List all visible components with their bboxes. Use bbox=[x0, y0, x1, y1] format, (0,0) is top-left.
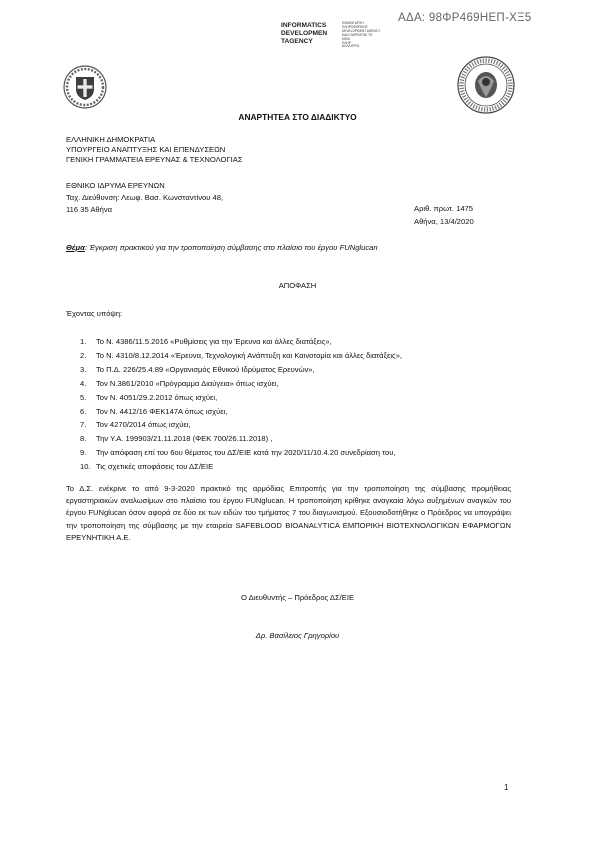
list-number: 4. bbox=[80, 378, 87, 388]
list-text: Τον 4270/2014 όπως ισχύει, bbox=[96, 420, 191, 430]
institution-address: Ταχ. Διεύθυνση: Λεωφ. Βασ. Κωνσταντίνου 48, bbox=[66, 193, 224, 202]
list-text: Το Ν. 4310/8.12.2014 «Έρευνα, Τεχνολογική Ανάπτυξη και Καινοτομία και άλλες διατάξεις», bbox=[96, 350, 403, 360]
list-item bbox=[80, 405, 402, 419]
list-item bbox=[80, 460, 402, 474]
list-item bbox=[80, 349, 402, 363]
agency-logo-subline: ΠΛΗΡ bbox=[342, 40, 351, 45]
agency-logo-subline: ΑΛΛΑ ΕΡΓΑ bbox=[342, 44, 360, 49]
ministry-line: ΥΠΟΥΡΓΕΙΟ ΑΝΑΠΤΥΞΗΣ ΚΑΙ ΕΠΕΝΔΥΣΕΩΝ bbox=[66, 145, 226, 154]
list-number: 5. bbox=[80, 392, 87, 402]
ada-code: ΑΔΑ: 98ΦΡ469ΗΕΠ-ΧΞ5 bbox=[398, 12, 532, 24]
agency-logo-subtext bbox=[342, 22, 392, 49]
list-number: 8. bbox=[80, 434, 87, 444]
subject-text: : Έγκριση πρακτικού για την τροποποίηση σύμβασης στο πλαίσιο του έργου FUNglucan bbox=[84, 243, 378, 252]
list-text: Τον Ν. 4051/29.2.2012 όπως ισχύει, bbox=[96, 392, 218, 402]
ministry-line: ΓΕΝΙΚΗ ΓΡΑΜΜΑΤΕΙΑ ΕΡΕΥΝΑΣ & ΤΕΧΝΟΛΟΓΙΑΣ bbox=[66, 155, 243, 164]
signer-title: Ο Διευθυντής – Πρόεδρος ΔΣ/ΕΙΕ bbox=[240, 593, 355, 602]
list-number: 1. bbox=[80, 337, 87, 346]
ministry-block bbox=[66, 135, 243, 165]
subject-line bbox=[66, 243, 378, 253]
considering-label: Έχοντας υπόψη: bbox=[66, 309, 123, 318]
greek-coat-of-arms-icon bbox=[63, 65, 107, 109]
agency-logo-subline: ΕΔΩ ΠΑΡΕΧΕΤΑΙ ΤΟ bbox=[342, 32, 373, 37]
agency-logo-text bbox=[281, 22, 341, 46]
agency-logo-subline: ΠΛΗΡΟΦΟΡΙΚΗΣ bbox=[342, 24, 368, 29]
page-number: 1 bbox=[504, 783, 509, 792]
list-number: 9. bbox=[80, 448, 87, 458]
list-item bbox=[80, 335, 402, 349]
agency-logo-subline: ΕΘΝΙΚΗ ΑΡΧΗ bbox=[342, 21, 364, 25]
header-title: ΑΝΑΡΤΗΤΕΑ ΣΤΟ ΔΙΑΔΙΚΤΥΟ bbox=[238, 112, 357, 122]
institution-city: 116 35 Αθήνα bbox=[66, 205, 113, 214]
agency-logo-subline: DEVELOPMENT AGENCY bbox=[342, 28, 381, 33]
list-text: Το Ν. 4386/11.5.2016 «Ρυθμίσεις για την Έρευνα και άλλες διατάξεις», bbox=[96, 337, 332, 346]
agency-logo-line: TAGENCY bbox=[281, 38, 313, 45]
institution-block bbox=[66, 180, 223, 216]
list-text: Τις σχετικές αποφάσεις του ΔΣ/ΕΙΕ bbox=[96, 462, 214, 472]
list-text: Την απόφαση επί του 6ου θέματος του ΔΣ/ΕΙΕ κατά την 2020/11/10.4.20 συνεδρίαση του, bbox=[96, 448, 396, 458]
references-list bbox=[80, 335, 402, 474]
list-item bbox=[80, 391, 402, 405]
signer-name: Δρ. Βασίλειος Γρηγορίου bbox=[255, 631, 340, 640]
list-text: Τον Ν. 4412/16 ΦΕΚ147Α όπως ισχύει, bbox=[96, 406, 228, 416]
agency-logo-subline: ΚΕΙΜ bbox=[342, 36, 350, 41]
list-item bbox=[80, 446, 402, 460]
list-number: 3. bbox=[80, 364, 87, 374]
decision-title: ΑΠΟΦΑΣΗ bbox=[278, 281, 317, 290]
ministry-line: ΕΛΛΗΝΙΚΗ ΔΗΜΟΚΡΑΤΙΑ bbox=[66, 135, 156, 144]
agency-logo-line: DEVELOPMEN bbox=[281, 30, 328, 37]
decision-body-paragraph: Το Δ.Σ. ενέκρινε το από 9-3-2020 πρακτικό της αρμόδιας Επιτροπής για την τροποποίηση της σύμβασης προμήθειας εργαστηριακών αναλωσίμων στο πλαίσιο του έργου FUNglucan. Η τροποποίηση κρίθηκε αναγκαία λόγω αυξημένων αναγκών του έργου FUNglucan όσον αφορά σε δύο εκ των ειδών του τμήματος 7 του διαγωνισμού. Εξουσιοδοτήθηκε ο Πρόεδρος να υπογράψει την τροποποίηση της σύμβασης με την εταιρεία SAFEBLOOD BIOANALYTICA ΕΜΠΟΡΙΚΗ ΒΙΟΤΕΧΝΟΛΟΓΙΚΩΝ ΕΦΑΡΜΟΓΩΝ ΕΡΕΥΝΗΤΙΚΗ Α.Ε. bbox=[66, 484, 511, 542]
subject-label: Θέμα bbox=[66, 243, 85, 252]
agency-logo-line: INFORMATICS bbox=[281, 22, 327, 29]
list-text: Τον Ν.3861/2010 «Πρόγραμμα Διαύγεια» όπως ισχύει, bbox=[96, 378, 279, 388]
list-text: Το Π.Δ. 226/25.4.89 «Οργανισμός Εθνικού Ιδρύματος Ερευνών», bbox=[96, 364, 315, 374]
protocol-number: Αριθ. πρωτ. 1475 bbox=[414, 204, 474, 213]
list-text: Την Υ.Α. 199903/21.11.2018 (ΦΕΚ 700/26.11.2018) , bbox=[96, 434, 273, 444]
institution-name: ΕΘΝΙΚΟ ΙΔΡΥΜΑ ΕΡΕΥΝΩΝ bbox=[66, 181, 165, 190]
list-number: 2. bbox=[80, 350, 87, 360]
list-item bbox=[80, 377, 402, 391]
list-item bbox=[80, 363, 402, 377]
list-number: 6. bbox=[80, 406, 87, 416]
protocol-date: Αθήνα, 13/4/2020 bbox=[414, 217, 474, 226]
ethniko-idryma-erevnon-seal-icon bbox=[456, 55, 516, 115]
list-item bbox=[80, 432, 402, 446]
list-number: 10. bbox=[80, 462, 91, 472]
list-number: 7. bbox=[80, 420, 87, 430]
list-item bbox=[80, 418, 402, 432]
protocol-block bbox=[414, 202, 474, 228]
